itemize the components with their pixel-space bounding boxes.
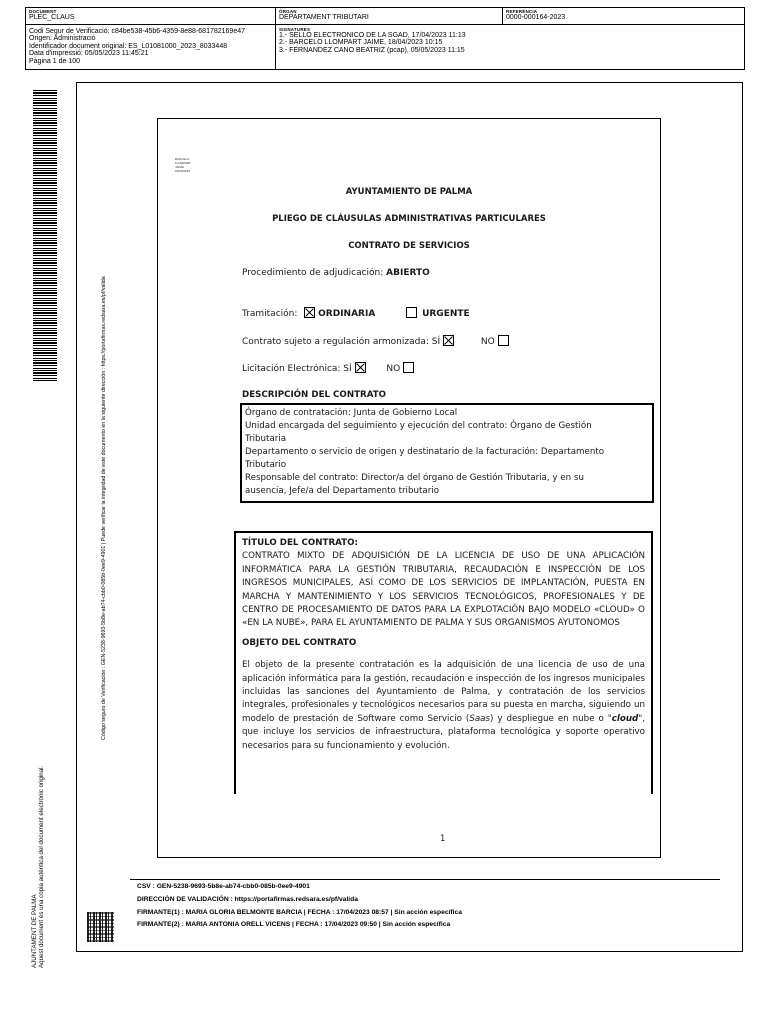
barcode (33, 90, 57, 382)
urgente-label: URGENTE (422, 309, 470, 319)
organ-value: DEPARTAMENT TRIBUTARI (279, 14, 369, 21)
stamp-line: BARCELO (175, 157, 190, 161)
organ-caption: ÒRGAN (279, 9, 297, 14)
document-cell (26, 8, 276, 25)
left-vertical-note (31, 766, 45, 968)
objeto-text (242, 659, 645, 753)
objeto-text-3: ", que incluye los servicios de infraestructura, plataforma tecnológica y soporte operativo necesarios para su funcionamiento y evolución. (242, 713, 645, 751)
objeto-heading: OBJETO DEL CONTRATO (242, 637, 357, 648)
armonizada-no-label: NO (480, 337, 495, 347)
procedimiento-label: Procedimiento de adjudicación: (242, 268, 387, 278)
tramitacion-row (242, 307, 470, 319)
org-heading: AYUNTAMIENTO DE PALMA (345, 187, 473, 197)
document-subtitle: CONTRATO DE SERVICIOS (348, 241, 470, 251)
page-number: 1 (440, 834, 446, 844)
reference-cell (503, 8, 745, 25)
verification-line: Origen: Administració (29, 35, 96, 43)
desc-line: Departamento o servicio de origen y destinatario de la facturación: Departamento (245, 447, 605, 457)
left-note-line1: AJUNTAMENT DE PALMA (31, 894, 38, 968)
tramitacion-label: Tramitación: (242, 309, 298, 319)
descripcion-heading: DESCRIPCIÓN DEL CONTRATO (242, 390, 387, 400)
header-table (25, 7, 745, 70)
organ-cell (276, 8, 503, 25)
footer-direccion: DIRECCIÓN DE VALIDACIÓN : https://portafirmas.redsara.es/pf/valida (137, 896, 358, 903)
ordinaria-checkbox[interactable] (304, 307, 315, 318)
verification-line: Pàgina 1 de 100 (29, 57, 80, 65)
licitacion-no-label: NO (386, 364, 401, 374)
inner-vertical-csv: Código seguro de Verificación : GEN-5238-9693-5b8e-ab74-cbb0-085b-0ee9-4901 | Puede verificar la integridad de este documento en la siguiente dirección : https://portafirmas.redsara.es/pf/valida (101, 276, 107, 740)
document-title: PLIEGO DE CLÁUSULAS ADMINISTRATIVAS PARTICULARES (272, 214, 546, 224)
descripcion-box (240, 403, 654, 503)
footer-firmante1: FIRMANTE(1) : MARIA GLORIA BELMONTE BARCIA | FECHA : 17/04/2023 08:57 | Sin acción específica (137, 909, 462, 916)
stamp-line: JAIME (175, 165, 184, 169)
signatures-cell (276, 25, 745, 70)
document-value: PLEC_CLAUS (29, 14, 75, 21)
footer-firmante2: FIRMANTE(2) : MARIA ANTONIA ORELL VICENS | FECHA : 17/04/2023 09:50 | Sin acción específica (137, 921, 451, 928)
licitacion-si-checkbox[interactable] (355, 362, 366, 373)
licitacion-no-checkbox[interactable] (403, 362, 414, 373)
objeto-text-1: El objeto de la presente contratación es la adquisición de una licencia de uso de una aplicación informática para la gestión, recaudación e inspección de los ingresos municipales incluidas las sanciones del Ayuntamiento de Palma, y contratación de los servicios integrales, profesionales y tecnológicos necesarios para su puesta en marcha, siguiendo un modelo de prestación de Software como Servicio ( (242, 660, 645, 724)
objeto-saas: Saas (469, 713, 491, 724)
stamp-line: LLOMPART (175, 161, 191, 165)
procedimiento-row (242, 268, 430, 278)
armonizada-no-checkbox[interactable] (498, 335, 509, 346)
objeto-cloud: cloud (611, 713, 639, 724)
armonizada-si-checkbox[interactable] (443, 335, 454, 346)
desc-line: Órgano de contratación: Junta de Gobierno Local (245, 408, 458, 418)
footer-rule (130, 879, 720, 880)
signature-stamp (175, 157, 225, 179)
desc-line: Unidad encargada del seguimiento y ejecución del contrato: Órgano de Gestión (245, 421, 592, 431)
armonizada-label: Contrato sujeto a regulación armonizada: SÍ (242, 337, 441, 347)
signature-line: 1.- SELLO ELECTRONICO DE LA SGAD, 17/04/2023 11:13 (279, 32, 466, 39)
objeto-text-2: ) y despliegue en nube o " (490, 713, 612, 724)
armonizada-row (242, 335, 509, 347)
titulo-text: CONTRATO MIXTO DE ADQUISICIÓN DE LA LICENCIA DE USO DE UNA APLICACIÓN INFORMÁTICA PARA LA GESTIÓN TRIBUTARIA, RECAUDACIÓN E INSPECCIÓN DE LOS INGRESOS MUNICIPALES, ASÍ COMO DE LOS SERVICIOS DE IMPLANTACIÓN, PUESTA EN MARCHA Y MANTENIMIENTO Y LOS SERVICIOS TECNOLÓGICOS, PROFESIONALES Y DE CENTRO DE PROCESAMIENTO DE DATOS PARA LA EXPLOTACIÓN BAJO MODELO «CLOUD» O «EN LA NUBE», PARA EL AYUNTAMIENTO DE PALMA Y SUS ORGANISMOS AYUTONOMOS (242, 551, 645, 629)
titulo-box (234, 531, 653, 794)
licitacion-row (242, 362, 414, 374)
document-caption: DOCUMENT (29, 9, 57, 14)
urgente-checkbox[interactable] (406, 307, 417, 318)
signatures-caption: SIGNATURES (279, 27, 311, 32)
left-note-line2: Aquest document és una còpia autèntica del document electrònic original. (38, 765, 45, 968)
stamp-line: 18/04/2023 (175, 169, 191, 173)
verification-cell (26, 25, 276, 70)
desc-line: Tributaria (245, 434, 287, 444)
procedimiento-value: ABIERTO (386, 268, 430, 278)
titulo-heading: TÍTULO DEL CONTRATO: (242, 538, 358, 548)
signature-line: 2.- BARCELO LLOMPART JAIME, 18/04/2023 10:15 (279, 39, 443, 47)
verification-line: Identificador document original: ES_L01081000_2023_8033448 (29, 42, 228, 50)
desc-line: Responsable del contrato: Director/a del órgano de Gestión Tributaria, y en su (245, 473, 584, 483)
desc-line: Tributario (245, 460, 287, 470)
reference-value: 0000-000164-2023 (506, 14, 566, 21)
licitacion-label: Licitación Electrónica: SÍ (242, 364, 352, 374)
signature-line: 3.- FERNANDEZ CANO BEATRIZ (pcap), 05/05/2023 11:15 (279, 46, 465, 54)
qr-code (87, 912, 114, 942)
ordinaria-label: ORDINARIA (318, 309, 376, 319)
verification-line: Data d'impressió: 05/05/2023 11:45:21 (29, 50, 149, 58)
reference-caption: REFERÈNCIA (506, 9, 538, 14)
desc-line: ausencia, Jefe/a del Departamento tributario (245, 486, 440, 496)
footer-csv: CSV : GEN-5238-9693-5b8e-ab74-cbb0-085b-0ee9-4901 (137, 883, 310, 890)
verification-line: Codi Segur de Verificació: c84be538-45b6-4359-8e88-681782169e47 (29, 28, 245, 35)
